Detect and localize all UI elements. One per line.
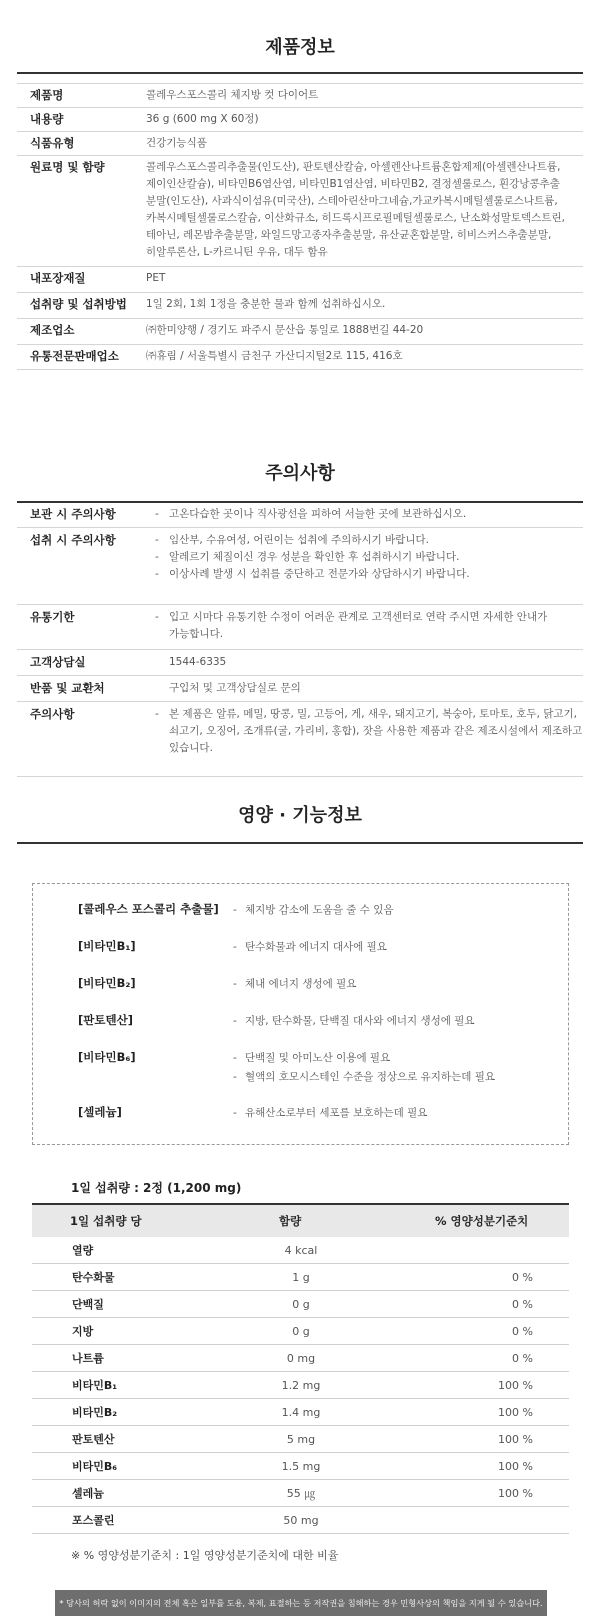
function-description [233,901,394,920]
bullet-dash: - [233,1107,237,1119]
caution-row [17,609,583,643]
info-label: 식품유형 [30,136,75,150]
info-row [17,87,583,104]
caution-item-text: 이상사례 발생 시 섭취를 중단하고 전문가와 상담하시기 바랍니다. [169,568,470,580]
info-value-line: 건강기능식품 [146,137,207,149]
caution-item [155,609,583,626]
info-label: 섭취량 및 섭취방법 [30,297,127,311]
nutrient-amount: 1.4 mg [281,1405,321,1419]
info-row-divider [17,369,583,370]
caution-item-text: 쇠고기, 오징어, 조개류(굴, 가리비, 홍합), 잣을 사용한 제품과 같은 제조시설에서 제조하고 [169,725,583,737]
caution-row-divider [17,649,583,650]
caution-label: 유통기한 [30,610,75,624]
caution-item-text: 1544-6335 [169,656,227,668]
nutrition-row [32,1372,569,1399]
info-row-divider [17,131,583,132]
bullet-dash: - [233,1071,237,1083]
info-label: 유통전문판매업소 [30,349,119,363]
nutrition-row [32,1426,569,1453]
caution-label: 보관 시 주의사항 [30,507,116,521]
nutrient-name: 비타민B₆ [72,1460,118,1473]
caution-value [132,680,583,697]
bullet-dash: - [155,568,159,580]
function-ingredient: [콜레우스 포스콜리 추출물] [78,902,219,916]
function-claim [78,1104,427,1123]
nutrient-name: 열량 [72,1244,94,1257]
nutrition-row [32,1345,569,1372]
function-ingredient: [비타민B₆] [78,1050,136,1064]
nutrient-name: 지방 [72,1325,94,1338]
function-description [233,938,387,957]
nutrient-amount: 5 mg [286,1432,316,1446]
info-value-line: 제이인산칼슘), 비타민B6염산염, 비타민B1염산염, 비타민B2, 결정셀룰로스, 흰강낭콩추출 [146,178,560,190]
info-row [17,348,583,365]
function-ingredient: [셀레늄] [78,1105,122,1119]
caution-item-text: 알레르기 체질이신 경우 성분을 확인한 후 섭취하시기 바랍니다. [169,551,460,563]
caution-label: 섭취 시 주의사항 [30,533,116,547]
nutrient-daily-value: 100 % [498,1432,533,1446]
nutrient-name: 탄수화물 [72,1271,115,1284]
info-label: 내용량 [30,112,64,126]
function-claim [78,1012,475,1031]
function-text: 단백질 및 아미노산 이용에 필요 [245,1052,391,1064]
caution-title: 주의사항 [265,463,335,484]
bullet-dash: - [233,1015,237,1027]
nutrient-name: 셀레늄 [72,1487,104,1500]
info-label: 제조업소 [30,323,75,337]
header-amount: 함량 [279,1214,302,1228]
caution-item [155,506,583,523]
info-row [17,159,583,261]
caution-value [132,532,583,583]
nutrient-amount: 0 g [292,1324,310,1338]
caution-item-text: 입고 시마다 유통기한 수정이 어려운 관계로 고객센터로 연락 주시면 자세한 안내가 [169,611,548,623]
function-line [233,938,387,957]
info-row [17,270,583,287]
nutrition-top-rule [17,842,583,844]
function-description [233,1012,475,1031]
function-text: 지방, 탄수화물, 단백질 대사와 에너지 생성에 필요 [245,1015,475,1027]
caution-top-rule [17,501,583,503]
caution-item [155,740,583,757]
caution-item [155,680,583,697]
function-line [233,1104,427,1123]
bullet-dash [155,740,169,757]
info-value-line: ㈜휴림 / 서울특별시 금천구 가산디지털2로 115, 416호 [146,350,403,362]
nutrient-amount: 55 ㎍ [286,1487,316,1500]
function-text: 체내 에너지 생성에 필요 [245,978,357,990]
function-description [233,1049,495,1087]
caution-row-divider [17,527,583,528]
nutrient-name: 비타민B₁ [72,1379,118,1392]
function-text: 유해산소로부터 세포를 보호하는데 필요 [245,1107,428,1119]
bullet-dash: - [155,508,159,520]
nutrition-title: 영양 · 기능정보 [238,805,362,826]
function-line [233,901,394,920]
info-value [132,348,583,365]
nutrient-name: 포스콜린 [72,1514,115,1527]
caution-item-text: 있습니다. [169,742,213,754]
caution-row-divider [17,604,583,605]
product-info-title: 제품정보 [265,37,335,58]
info-row-divider [17,292,583,293]
caution-item-text: 구입처 및 고객상담실로 문의 [169,682,301,694]
caution-item-text: 임산부, 수유여성, 어린이는 섭취에 주의하시기 바랍니다. [169,534,429,546]
info-value [132,111,583,128]
bullet-dash: - [233,904,237,916]
caution-row [17,654,583,671]
info-row-divider [17,83,583,84]
caution-item [155,654,583,671]
nutrient-amount: 50 mg [283,1513,319,1527]
nutrient-amount: 4 kcal [284,1243,318,1257]
info-value-line: 콜레우스포스콜리 체지방 컷 다이어트 [146,89,319,101]
nutrition-table [32,1203,569,1534]
info-row-divider [17,155,583,156]
info-value-line: 히알루론산, L-카르니틴 우유, 대두 함유 [146,246,328,258]
header-daily-value: % 영양성분기준치 [435,1214,529,1228]
info-value-line: ㈜한미양행 / 경기도 파주시 문산읍 통일로 1888번길 44-20 [146,324,424,336]
info-value [132,296,583,313]
info-row [17,322,583,339]
info-value [132,270,583,287]
caution-value [132,706,583,757]
info-value [132,135,583,152]
function-line [233,975,356,994]
bullet-dash [155,680,169,697]
bullet-dash: - [155,708,159,720]
caution-item [155,626,583,643]
nutrient-daily-value: 100 % [498,1459,533,1473]
caution-item-text: 본 제품은 알류, 메밀, 땅콩, 밀, 고등어, 게, 새우, 돼지고기, 복숭아, 토마토, 호두, 닭고기, [169,708,578,720]
nutrient-daily-value: 0 % [512,1270,533,1284]
info-row-divider [17,107,583,108]
caution-item [155,723,583,740]
info-row [17,296,583,313]
info-label: 원료명 및 함량 [30,160,105,174]
daily-intake: 1일 섭취량 : 2정 (1,200 mg) [71,1181,242,1195]
info-value-line: PET [146,272,166,284]
info-label: 내포장재질 [30,271,86,285]
header-per-day: 1일 섭취량 당 [70,1214,142,1228]
function-ingredient: [비타민B₁] [78,939,136,953]
caution-row-divider [17,776,583,777]
info-label: 제품명 [30,88,64,102]
function-ingredient: [판토텐산] [78,1013,133,1027]
caution-row [17,506,583,523]
nutrient-amount: 1 g [292,1270,310,1284]
function-description [233,975,356,994]
product-info-top-rule [17,72,583,74]
caution-item-text: 고온다습한 곳이나 직사광선을 피하여 서늘한 곳에 보관하십시오. [169,508,467,520]
info-value-line: 테아닌, 레몬밤추출분말, 와일드망고종자추출분말, 유산균혼합분말, 히비스커스추출분말, [146,229,552,241]
nutrient-name: 단백질 [72,1298,104,1311]
nutrient-daily-value: 0 % [512,1351,533,1365]
bullet-dash: - [233,1052,237,1064]
nutrition-row [32,1480,569,1507]
nutrition-row [32,1318,569,1345]
nutrient-daily-value: 100 % [498,1486,533,1500]
function-claim [78,938,387,957]
caution-row [17,680,583,697]
function-line [233,1068,495,1087]
bullet-dash [155,626,169,643]
nutrition-row [32,1264,569,1291]
info-value-line: 카복시메틸셀룰로스칼슘, 이산화규소, 히드록시프로필메틸셀룰로스, 난소화성말토덱스트린, [146,212,565,224]
nutrient-daily-value: 0 % [512,1324,533,1338]
function-claim [78,975,356,994]
nutrient-daily-value: 100 % [498,1405,533,1419]
nutrition-row [32,1399,569,1426]
nutrient-name: 나트륨 [72,1352,104,1365]
bullet-dash [155,654,169,671]
bullet-dash [155,723,169,740]
caution-item [155,549,583,566]
caution-item-text: 가능합니다. [169,628,224,640]
nutrition-table-header [32,1203,569,1237]
info-value-line: 분말(인도산), 사과식이섬유(미국산), 스테아린산마그네슘,가교카복시메틸셀룰로스나트륨, [146,195,558,207]
bullet-dash: - [233,978,237,990]
nutrition-row [32,1237,569,1264]
nutrition-row [32,1291,569,1318]
info-value [132,322,583,339]
caution-label: 고객상담실 [30,655,86,669]
info-row [17,135,583,152]
info-row [17,111,583,128]
nutrient-name: 비타민B₂ [72,1406,118,1419]
function-line [233,1012,475,1031]
nutrient-name: 판토텐산 [72,1433,115,1446]
caution-row [17,532,583,583]
caution-row-divider [17,701,583,702]
caution-item [155,532,583,549]
function-ingredient: [비타민B₂] [78,976,136,990]
nutrition-row [32,1507,569,1534]
caution-value [132,654,583,671]
caution-value [132,506,583,523]
info-row-divider [17,344,583,345]
bullet-dash: - [155,611,159,623]
caution-label: 주의사항 [30,707,75,721]
info-value [132,87,583,104]
info-value-line: 36 g (600 mg X 60정) [146,113,259,125]
caution-item [155,706,583,723]
caution-row-divider [17,675,583,676]
bullet-dash: - [155,534,159,546]
function-text: 탄수화물과 에너지 대사에 필요 [245,941,387,953]
caution-row [17,706,583,757]
nutrient-amount: 0 mg [286,1351,316,1365]
nutrient-amount: 0 g [292,1297,310,1311]
info-value [132,159,583,261]
function-claim [78,1049,495,1087]
caution-label: 반품 및 교환처 [30,681,105,695]
function-claim [78,901,394,920]
nutrition-row [32,1453,569,1480]
caution-item [155,566,583,583]
function-line [233,1049,495,1068]
caution-value [132,609,583,643]
nutrient-daily-value: 0 % [512,1297,533,1311]
function-description [233,1104,427,1123]
info-row-divider [17,318,583,319]
daily-value-footnote: ※ % 영양성분기준치 : 1일 영양성분기준치에 대한 비율 [71,1549,339,1562]
info-row-divider [17,266,583,267]
nutrient-amount: 1.2 mg [281,1378,321,1392]
nutrient-amount: 1.5 mg [281,1459,321,1473]
info-value-line: 1일 2회, 1회 1정을 충분한 물과 함께 섭취하십시오. [146,298,386,310]
bullet-dash: - [233,941,237,953]
info-value-line: 콜레우스포스콜리추출물(인도산), 판토텐산칼슘, 아셀렌산나트륨혼합제제(아셀렌산나트륨, [146,161,561,173]
copyright-notice: * 당사의 허락 없이 이미지의 전체 혹은 일부를 도용, 복제, 표절하는 등 저작권을 침해하는 경우 민형사상의 책임을 지게 될 수 있습니다. [55,1590,547,1616]
bullet-dash: - [155,551,159,563]
function-text: 혈액의 호모시스테인 수준을 정상으로 유지하는데 필요 [245,1071,495,1083]
nutrient-daily-value: 100 % [498,1378,533,1392]
function-text: 체지방 감소에 도움을 줄 수 있음 [245,904,394,916]
